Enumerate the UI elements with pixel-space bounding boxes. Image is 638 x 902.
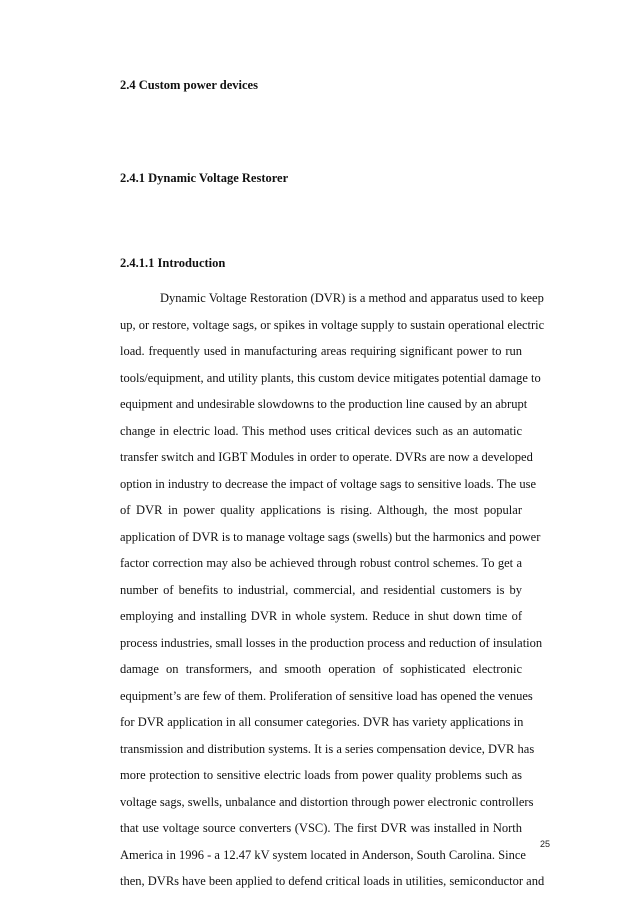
subsection-heading: 2.4.1 Dynamic Voltage Restorer [120, 171, 289, 185]
paragraph-line: voltage sags, swells, unbalance and distortion through power electronic controllers [120, 794, 534, 809]
paragraph-line: more protection to sensitive electric loads from power quality problems such as [120, 768, 522, 782]
body-paragraph [120, 285, 545, 895]
paragraph-line: factor correction may also be achieved through robust control schemes. To get a [120, 556, 522, 570]
paragraph-line: process industries, small losses in the production process and reduction of insulation [120, 635, 543, 650]
paragraph-line: load. frequently used in manufacturing areas requiring significant power to run [120, 344, 522, 358]
paragraph-line: change in electric load. This method uses critical devices such as an automatic [120, 423, 522, 438]
paragraph-line: equipment and undesirable slowdowns to the production line caused by an abrupt [120, 397, 528, 411]
paragraph-line: up, or restore, voltage sags, or spikes in voltage supply to sustain operational electric [120, 317, 545, 332]
paragraph-line: transfer switch and IGBT Modules in order to operate. DVRs are now a developed [120, 450, 533, 464]
paragraph-line: equipment’s are few of them. Proliferation of sensitive load has opened the venues [120, 688, 533, 703]
paragraph-line: then, DVRs have been applied to defend critical loads in utilities, semiconductor and [120, 874, 545, 888]
paragraph-line: that use voltage source converters (VSC). The first DVR was installed in North [120, 821, 522, 835]
paragraph-line: option in industry to decrease the impact of voltage sags to sensitive loads. The use [120, 476, 536, 491]
paragraph-line: number of benefits to industrial, commercial, and residential customers is by [120, 582, 522, 597]
paragraph-line: America in 1996 - a 12.47 kV system located in Anderson, South Carolina. Since [120, 847, 526, 862]
paragraph-line: transmission and distribution systems. It is a series compensation device, DVR has [120, 741, 535, 756]
paragraph-line: damage on transformers, and smooth operation of sophisticated electronic [120, 662, 522, 676]
paragraph-line: application of DVR is to manage voltage sags (swells) but the harmonics and power [120, 529, 541, 544]
paragraph-line: of DVR in power quality applications is rising. Although, the most popular [120, 503, 522, 517]
paragraph-line: for DVR application in all consumer categories. DVR has variety applications in [120, 715, 524, 729]
subsubsection-heading: 2.4.1.1 Introduction [120, 256, 226, 270]
section-heading: 2.4 Custom power devices [120, 78, 258, 92]
paragraph-line: Dynamic Voltage Restoration (DVR) is a method and apparatus used to keep [160, 291, 544, 305]
paragraph-line: employing and installing DVR in whole system. Reduce in shut down time of [120, 609, 522, 623]
paragraph-line: tools/equipment, and utility plants, this custom device mitigates potential damage to [120, 370, 541, 385]
page-number: 25 [540, 839, 551, 849]
